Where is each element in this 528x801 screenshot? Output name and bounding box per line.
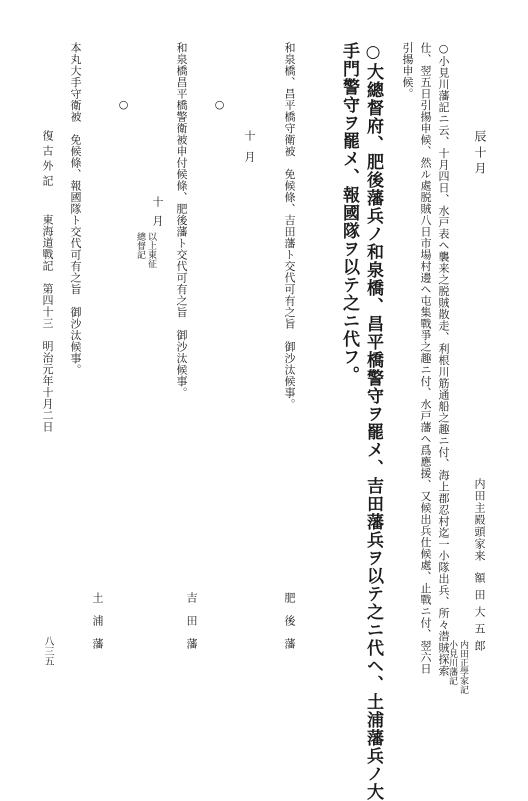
note-line: 内田正學家記 <box>458 640 468 694</box>
entry-line: 仕、翌五日引揚申候、然ル處脱賊八日市場村邊ヘ屯集戰爭之趣ニ付、水戸藩ヘ爲應援、又候出兵仕候處、止戰ニ付、翌六日 <box>419 42 432 675</box>
entry-line: 引揚申候。 <box>401 42 414 100</box>
source-note-author <box>447 640 467 694</box>
page-number: 八三五 <box>42 636 53 666</box>
note-line: 總督記 <box>135 232 145 259</box>
entry-line-large: 手門警守ヲ罷メ、報國隊ヲ以テ之ニ代フ。 <box>339 42 359 384</box>
order-month: 十月 <box>243 130 256 172</box>
order-recipient: 肥後藩 <box>283 592 296 661</box>
order-recipient: 土浦藩 <box>91 592 104 661</box>
source-note-order <box>135 232 155 268</box>
source-citation: 東海道戰記 第四十三 明治元年十月二日 <box>41 214 54 433</box>
source-title: 復古外記 <box>41 130 54 190</box>
entry-line-large: ○大總督府、肥後藩兵ノ和泉橋、昌平橋警守ヲ罷メ、吉田藩兵ヲ以テ之ニ代ヘ、土浦藩兵ノ大 <box>363 42 383 801</box>
order-month: 十月 <box>151 196 164 234</box>
order-recipient: 吉田藩 <box>185 592 198 661</box>
order-text: 和泉橋、昌平橋守衛被 免候條、吉田藩ト交代可有之旨 御沙汰候事。 <box>283 42 296 410</box>
order-text: 和泉橋昌平橋警衛被申付候條、肥後藩ト交代可有之旨 御沙汰候事。 <box>175 42 188 399</box>
author-name: 額田大五郎 <box>473 572 486 657</box>
bullet: ○ <box>117 98 130 112</box>
entry-line: ○小見川藩記ニ云、十月四日、水戸表ヘ襲来之脱賊散走、利根川筋通船之趣ニ付、海上郡忍村迄一小隊出兵、所々潜賊探索 <box>437 42 450 677</box>
header-date: 辰十月 <box>473 130 487 178</box>
bullet: ○ <box>213 98 226 112</box>
note-line: 小見川藩記 <box>447 640 457 685</box>
order-text: 本丸大手守衛被 免候條、報國隊ト交代可有之旨 御沙汰候事。 <box>69 42 82 376</box>
note-line: 以上東征 <box>146 232 156 268</box>
author-title: 内田主殿頭家来 <box>473 478 486 562</box>
